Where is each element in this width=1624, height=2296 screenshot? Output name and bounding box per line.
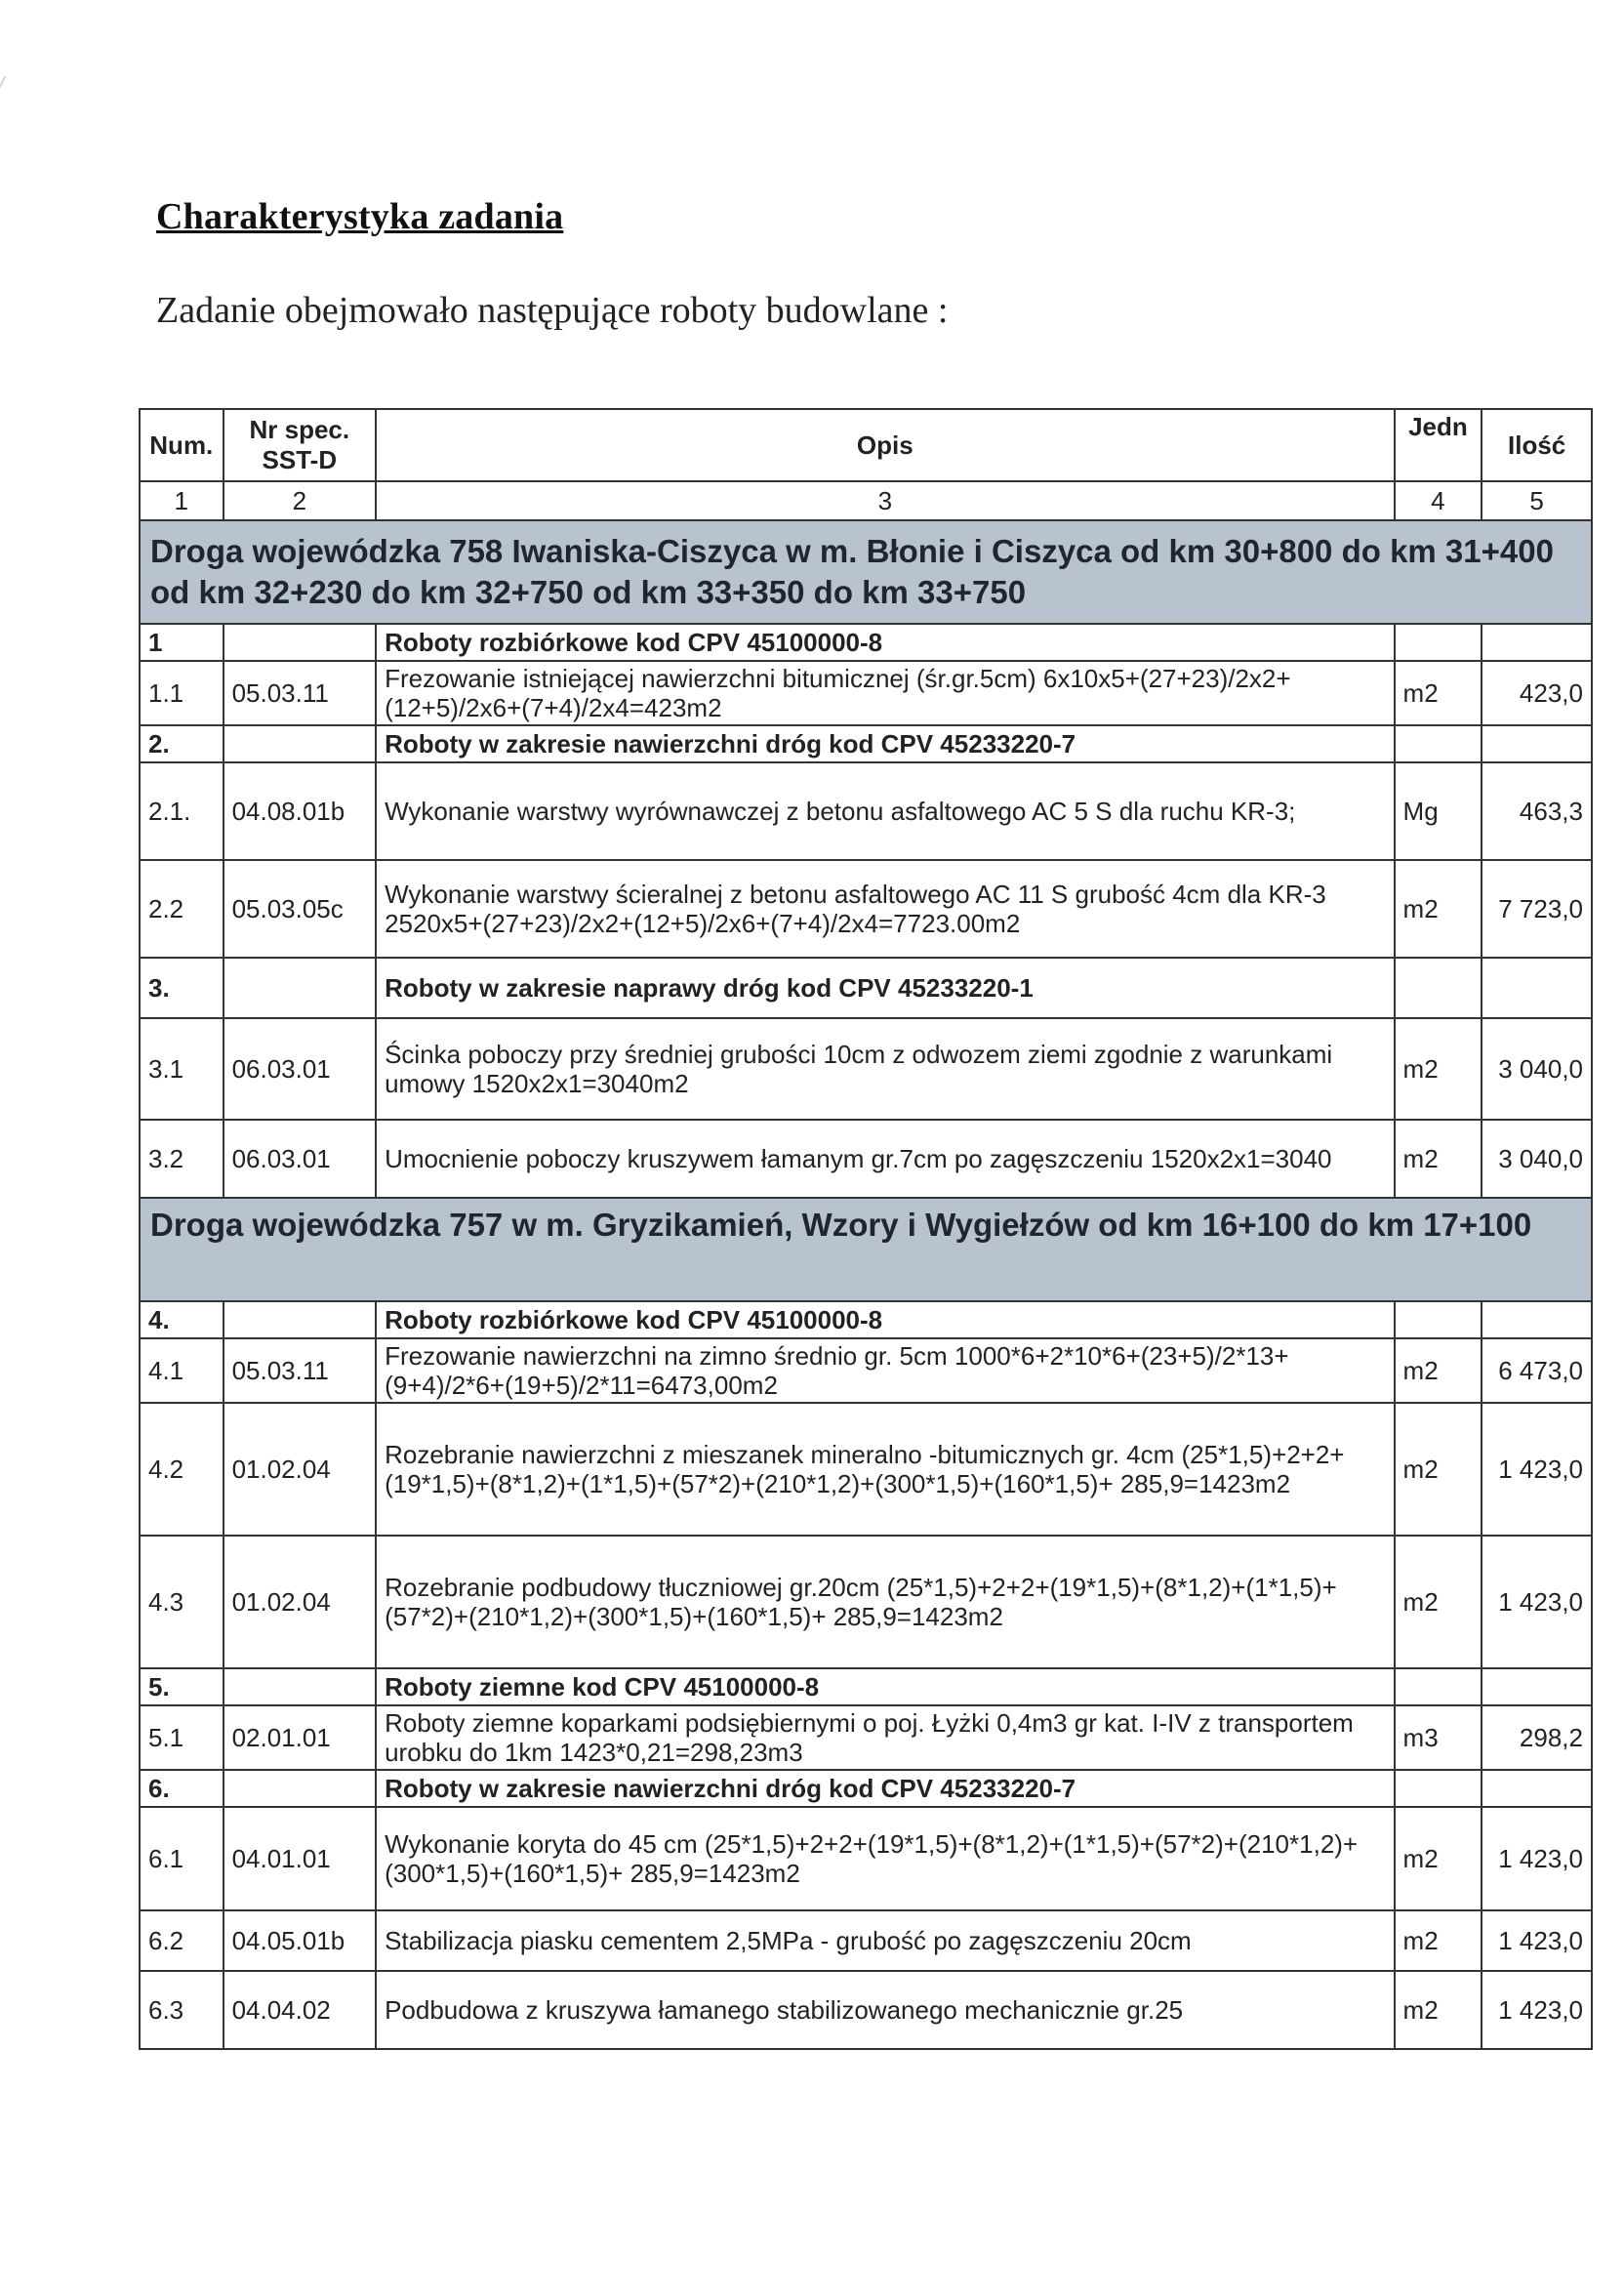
row-num: 2.2 (140, 860, 223, 958)
table-row (140, 1403, 1592, 1536)
row-num: 3.1 (140, 1018, 223, 1120)
row-num: 2. (140, 725, 223, 762)
row-qty (1482, 725, 1592, 762)
table-row (140, 1971, 1592, 2049)
column-number-row (140, 481, 1592, 520)
table-row (140, 1536, 1592, 1668)
header-spec: Nr spec. SST-D (223, 409, 377, 481)
table-row (140, 1705, 1592, 1770)
row-desc: Podbudowa z kruszywa łamanego stabilizowanego mechanicznie gr.25 (376, 1971, 1394, 2049)
row-unit (1395, 725, 1482, 762)
row-spec: 06.03.01 (223, 1120, 377, 1198)
row-desc: Roboty w zakresie naprawy dróg kod CPV 45233220-1 (376, 958, 1394, 1018)
intro-text: Zadanie obejmowało następujące roboty budowlane : (156, 290, 949, 331)
row-desc: Frezowanie istniejącej nawierzchni bitumicznej (śr.gr.5cm) 6x10x5+(27+23)/2x2+(12+5)/2x6+(7+4)/2x4=423m2 (376, 661, 1394, 725)
table-row (140, 1018, 1592, 1120)
row-desc: Stabilizacja piasku cementem 2,5MPa - grubość po zagęszczeniu 20cm (376, 1910, 1394, 1971)
section-title: Droga wojewódzka 757 w m. Gryzikamień, Wzory i Wygiełzów od km 16+100 do km 17+100 (140, 1198, 1592, 1301)
row-spec (223, 1770, 377, 1807)
section-row (140, 1198, 1592, 1301)
row-spec: 05.03.05c (223, 860, 377, 958)
header-num: Num. (140, 409, 223, 481)
row-unit: m2 (1395, 1536, 1482, 1668)
group-row (140, 624, 1592, 661)
row-desc: Roboty rozbiórkowe kod CPV 45100000-8 (376, 1301, 1394, 1338)
row-desc: Wykonanie warstwy ścieralnej z betonu asfaltowego AC 11 S grubość 4cm dla KR-3 2520x5+(27+23)/2x2+(12+5)/2x6+(7+4)/2x4=7723.00m2 (376, 860, 1394, 958)
row-num: 5. (140, 1668, 223, 1705)
row-unit: m3 (1395, 1705, 1482, 1770)
row-unit: m2 (1395, 1120, 1482, 1198)
row-qty (1482, 624, 1592, 661)
row-unit: m2 (1395, 1910, 1482, 1971)
row-qty: 3 040,0 (1482, 1120, 1592, 1198)
row-qty: 1 423,0 (1482, 1910, 1592, 1971)
row-qty: 1 423,0 (1482, 1536, 1592, 1668)
row-qty: 7 723,0 (1482, 860, 1592, 958)
row-spec: 01.02.04 (223, 1536, 377, 1668)
header-unit: Jedn (1395, 409, 1482, 481)
row-unit: m2 (1395, 860, 1482, 958)
table-row (140, 1338, 1592, 1403)
row-desc: Roboty w zakresie nawierzchni dróg kod CPV 45233220-7 (376, 1770, 1394, 1807)
row-qty: 3 040,0 (1482, 1018, 1592, 1120)
row-spec (223, 1301, 377, 1338)
group-row (140, 1301, 1592, 1338)
row-unit (1395, 958, 1482, 1018)
group-row (140, 1668, 1592, 1705)
row-qty: 1 423,0 (1482, 1403, 1592, 1536)
row-unit: Mg (1395, 762, 1482, 860)
row-num: 4.2 (140, 1403, 223, 1536)
table-header-row (140, 409, 1592, 481)
row-qty: 463,3 (1482, 762, 1592, 860)
page-title: Charakterystyka zadania (156, 196, 564, 237)
row-desc: Rozebranie podbudowy tłuczniowej gr.20cm (25*1,5)+2+2+(19*1,5)+(8*1,2)+(1*1,5)+(57*2)+(210*1,2)+(300*1,5)+(160*1,5)+ 285,9=1423m2 (376, 1536, 1394, 1668)
row-qty: 1 423,0 (1482, 1807, 1592, 1910)
works-table (139, 408, 1593, 2050)
group-row (140, 1770, 1592, 1807)
row-spec (223, 624, 377, 661)
row-num: 1.1 (140, 661, 223, 725)
row-num: 6.1 (140, 1807, 223, 1910)
row-spec: 05.03.11 (223, 661, 377, 725)
row-spec (223, 958, 377, 1018)
row-unit: m2 (1395, 1018, 1482, 1120)
row-desc: Umocnienie poboczy kruszywem łamanym gr.7cm po zagęszczeniu 1520x2x1=3040 (376, 1120, 1394, 1198)
row-num: 4.3 (140, 1536, 223, 1668)
row-qty: 1 423,0 (1482, 1971, 1592, 2049)
row-qty: 423,0 (1482, 661, 1592, 725)
row-num: 4.1 (140, 1338, 223, 1403)
row-qty (1482, 1301, 1592, 1338)
table-row (140, 762, 1592, 860)
header-qty: Ilość (1482, 409, 1592, 481)
row-spec (223, 1668, 377, 1705)
section-title: Droga wojewódzka 758 Iwaniska-Ciszyca w m. Błonie i Ciszyca od km 30+800 do km 31+400 od km 32+230 do km 32+750 od km 33+350 do km 33+750 (140, 520, 1592, 624)
row-unit: m2 (1395, 1403, 1482, 1536)
row-desc: Wykonanie warstwy wyrównawczej z betonu asfaltowego AC 5 S dla ruchu KR-3; (376, 762, 1394, 860)
row-qty (1482, 1770, 1592, 1807)
row-num: 6.2 (140, 1910, 223, 1971)
row-spec: 04.08.01b (223, 762, 377, 860)
row-desc: Ścinka poboczy przy średniej grubości 10cm z odwozem ziemi zgodnie z warunkami umowy 1520x2x1=3040m2 (376, 1018, 1394, 1120)
col-number: 2 (223, 481, 377, 520)
row-desc: Roboty ziemne koparkami podsiębiernymi o poj. Łyżki 0,4m3 gr kat. I-IV z transportem urobku do 1km 1423*0,21=298,23m3 (376, 1705, 1394, 1770)
table-row (140, 860, 1592, 958)
row-num: 4. (140, 1301, 223, 1338)
row-spec: 06.03.01 (223, 1018, 377, 1120)
col-number: 4 (1395, 481, 1482, 520)
table-row (140, 661, 1592, 725)
row-unit (1395, 1770, 1482, 1807)
row-num: 6.3 (140, 1971, 223, 2049)
section-row (140, 520, 1592, 624)
row-num: 6. (140, 1770, 223, 1807)
table-body (140, 520, 1592, 2049)
row-desc: Frezowanie nawierzchni na zimno średnio gr. 5cm 1000*6+2*10*6+(23+5)/2*13+(9+4)/2*6+(19+5)/2*11=6473,00m2 (376, 1338, 1394, 1403)
row-desc: Rozebranie nawierzchni z mieszanek mineralno -bitumicznych gr. 4cm (25*1,5)+2+2+(19*1,5)+(8*1,2)+(1*1,5)+(57*2)+(210*1,2)+(300*1,5)+(160*1,5)+ 285,9=1423m2 (376, 1403, 1394, 1536)
row-desc: Roboty rozbiórkowe kod CPV 45100000-8 (376, 624, 1394, 661)
row-num: 3. (140, 958, 223, 1018)
header-desc: Opis (376, 409, 1394, 481)
row-unit (1395, 1301, 1482, 1338)
col-number: 1 (140, 481, 223, 520)
row-unit: m2 (1395, 661, 1482, 725)
row-spec: 04.04.02 (223, 1971, 377, 2049)
row-num: 3.2 (140, 1120, 223, 1198)
row-unit (1395, 624, 1482, 661)
row-qty (1482, 958, 1592, 1018)
row-unit: m2 (1395, 1807, 1482, 1910)
row-desc: Roboty w zakresie nawierzchni dróg kod CPV 45233220-7 (376, 725, 1394, 762)
group-row (140, 725, 1592, 762)
row-spec: 05.03.11 (223, 1338, 377, 1403)
row-qty (1482, 1668, 1592, 1705)
col-number: 5 (1482, 481, 1592, 520)
row-spec: 04.05.01b (223, 1910, 377, 1971)
row-spec: 02.01.01 (223, 1705, 377, 1770)
row-spec: 01.02.04 (223, 1403, 377, 1536)
row-unit (1395, 1668, 1482, 1705)
row-qty: 298,2 (1482, 1705, 1592, 1770)
group-row (140, 958, 1592, 1018)
scan-artifact (0, 76, 6, 189)
table-row (140, 1120, 1592, 1198)
table-row (140, 1910, 1592, 1971)
table-row (140, 1807, 1592, 1910)
row-unit: m2 (1395, 1971, 1482, 2049)
row-num: 2.1. (140, 762, 223, 860)
row-qty: 6 473,0 (1482, 1338, 1592, 1403)
row-desc: Roboty ziemne kod CPV 45100000-8 (376, 1668, 1394, 1705)
row-unit: m2 (1395, 1338, 1482, 1403)
row-spec (223, 725, 377, 762)
row-desc: Wykonanie koryta do 45 cm (25*1,5)+2+2+(19*1,5)+(8*1,2)+(1*1,5)+(57*2)+(210*1,2)+(300*1,5)+(160*1,5)+ 285,9=1423m2 (376, 1807, 1394, 1910)
col-number: 3 (376, 481, 1394, 520)
row-spec: 04.01.01 (223, 1807, 377, 1910)
row-num: 5.1 (140, 1705, 223, 1770)
row-num: 1 (140, 624, 223, 661)
